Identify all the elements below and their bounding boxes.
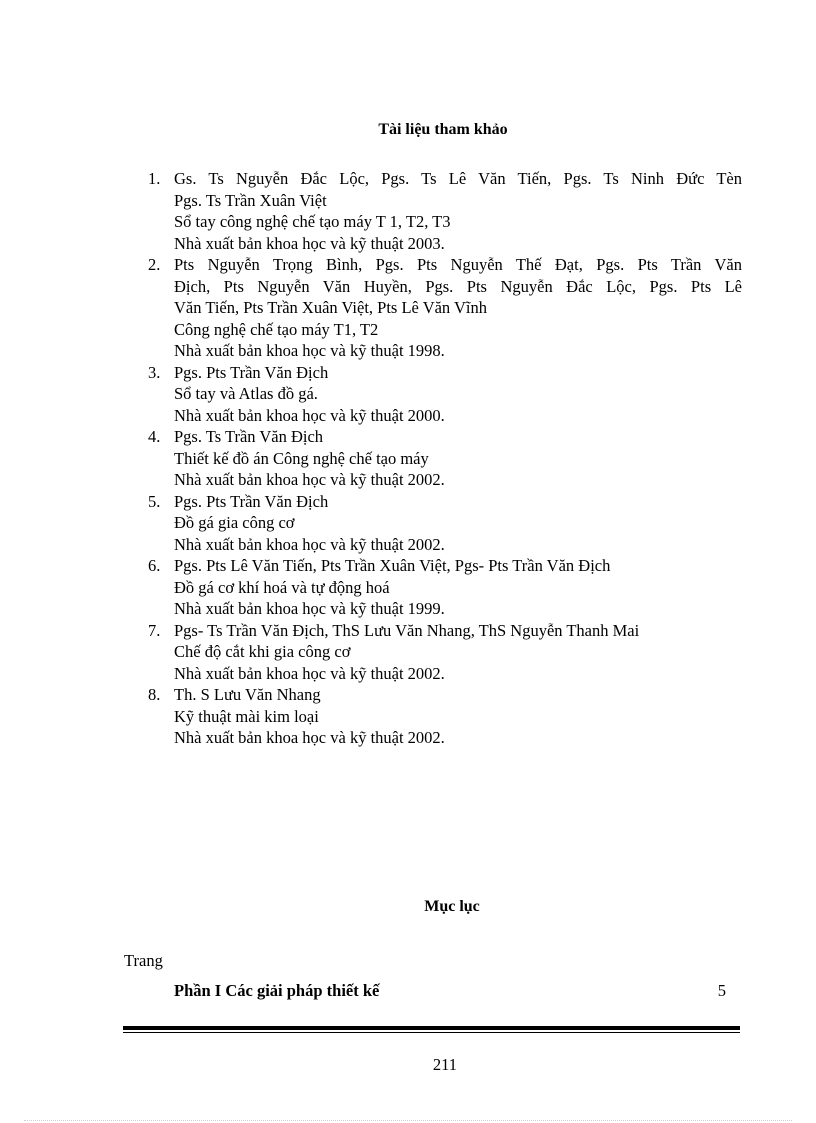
reference-line: Pgs. Pts Lê Văn Tiến, Pts Trần Xuân Việt, Pgs- Pts Trần Văn Địch xyxy=(174,556,611,575)
reference-line: Kỹ thuật mài kim loại xyxy=(174,706,319,726)
reference-line: Văn Tiến, Pts Trần Xuân Việt, Pts Lê Văn Vĩnh xyxy=(174,298,488,317)
reference-line: Gs. Ts Nguyễn Đắc Lộc, Pgs. Ts Lê Văn Tiến, Pgs. Ts Ninh Đức Tèn xyxy=(174,169,742,188)
page-number: 211 xyxy=(432,1055,458,1074)
reference-item xyxy=(142,362,742,427)
reference-line: Nhà xuất bản khoa học và kỹ thuật 1998. xyxy=(174,341,445,360)
reference-number: 8. xyxy=(148,685,161,704)
reference-list xyxy=(142,168,742,749)
footer-rule-thin xyxy=(123,1032,740,1033)
page-bottom-border xyxy=(24,1120,792,1121)
reference-number: 5. xyxy=(148,491,161,511)
reference-line: Đồ gá cơ khí hoá và tự động hoá xyxy=(174,577,390,597)
reference-number: 7. xyxy=(148,620,161,640)
reference-item xyxy=(142,555,742,620)
reference-line: Pgs- Ts Trần Văn Địch, ThS Lưu Văn Nhang, ThS Nguyễn Thanh Mai xyxy=(174,620,640,640)
toc-entry-label: Phần I Các giải pháp thiết kế xyxy=(174,981,380,1000)
reference-line: Công nghệ chế tạo máy T1, T2 xyxy=(174,319,379,339)
reference-line: Nhà xuất bản khoa học và kỹ thuật 2002. xyxy=(174,534,445,554)
reference-line: Pts Nguyễn Trọng Bình, Pgs. Pts Nguyễn Thế Đạt, Pgs. Pts Trần Văn xyxy=(174,255,742,274)
reference-item xyxy=(142,168,742,254)
reference-line: Nhà xuất bản khoa học và kỹ thuật 2003. xyxy=(174,233,445,253)
reference-line: Sổ tay và Atlas đồ gá. xyxy=(174,384,318,403)
reference-number: 3. xyxy=(148,362,161,382)
toc-entry-page: 5 xyxy=(717,981,726,1000)
reference-line: Th. S Lưu Văn Nhang xyxy=(174,685,321,704)
reference-line: Pgs. Ts Trần Văn Địch xyxy=(174,427,324,446)
reference-number: 1. xyxy=(148,169,161,188)
reference-number: 4. xyxy=(148,427,161,446)
reference-line: Chế độ cắt khi gia công cơ xyxy=(174,642,351,661)
reference-item xyxy=(142,491,742,556)
reference-line: Đồ gá gia công cơ xyxy=(174,513,295,532)
reference-line: Nhà xuất bản khoa học và kỹ thuật 1999. xyxy=(174,599,445,618)
reference-line: Pgs. Pts Trần Văn Địch xyxy=(174,491,329,511)
references-title: Tài liệu tham khảo xyxy=(378,121,508,138)
reference-line: Pgs. Pts Trần Văn Địch xyxy=(174,362,329,382)
toc-title: Mục lục xyxy=(424,898,480,915)
reference-line: Nhà xuất bản khoa học và kỹ thuật 2002. xyxy=(174,470,445,489)
toc-entry xyxy=(174,981,726,1001)
footer-rule-thick xyxy=(123,1026,740,1030)
reference-line: Nhà xuất bản khoa học và kỹ thuật 2002. xyxy=(174,663,445,683)
reference-line: Nhà xuất bản khoa học và kỹ thuật 2000. xyxy=(174,405,445,425)
reference-line: Nhà xuất bản khoa học và kỹ thuật 2002. xyxy=(174,728,445,747)
reference-number: 6. xyxy=(148,556,161,575)
reference-item xyxy=(142,426,742,491)
reference-item xyxy=(142,254,742,362)
reference-item xyxy=(142,620,742,685)
toc-page-column-label: Trang xyxy=(124,951,163,970)
reference-line: Pgs. Ts Trần Xuân Việt xyxy=(174,190,327,210)
reference-item xyxy=(142,684,742,749)
reference-line: Sổ tay công nghệ chế tạo máy T 1, T2, T3 xyxy=(174,212,451,231)
reference-line: Thiết kế đồ án Công nghệ chế tạo máy xyxy=(174,448,429,468)
reference-number: 2. xyxy=(148,255,161,274)
reference-line: Địch, Pts Nguyễn Văn Huyền, Pgs. Pts Nguyễn Đắc Lộc, Pgs. Pts Lê xyxy=(174,276,742,296)
